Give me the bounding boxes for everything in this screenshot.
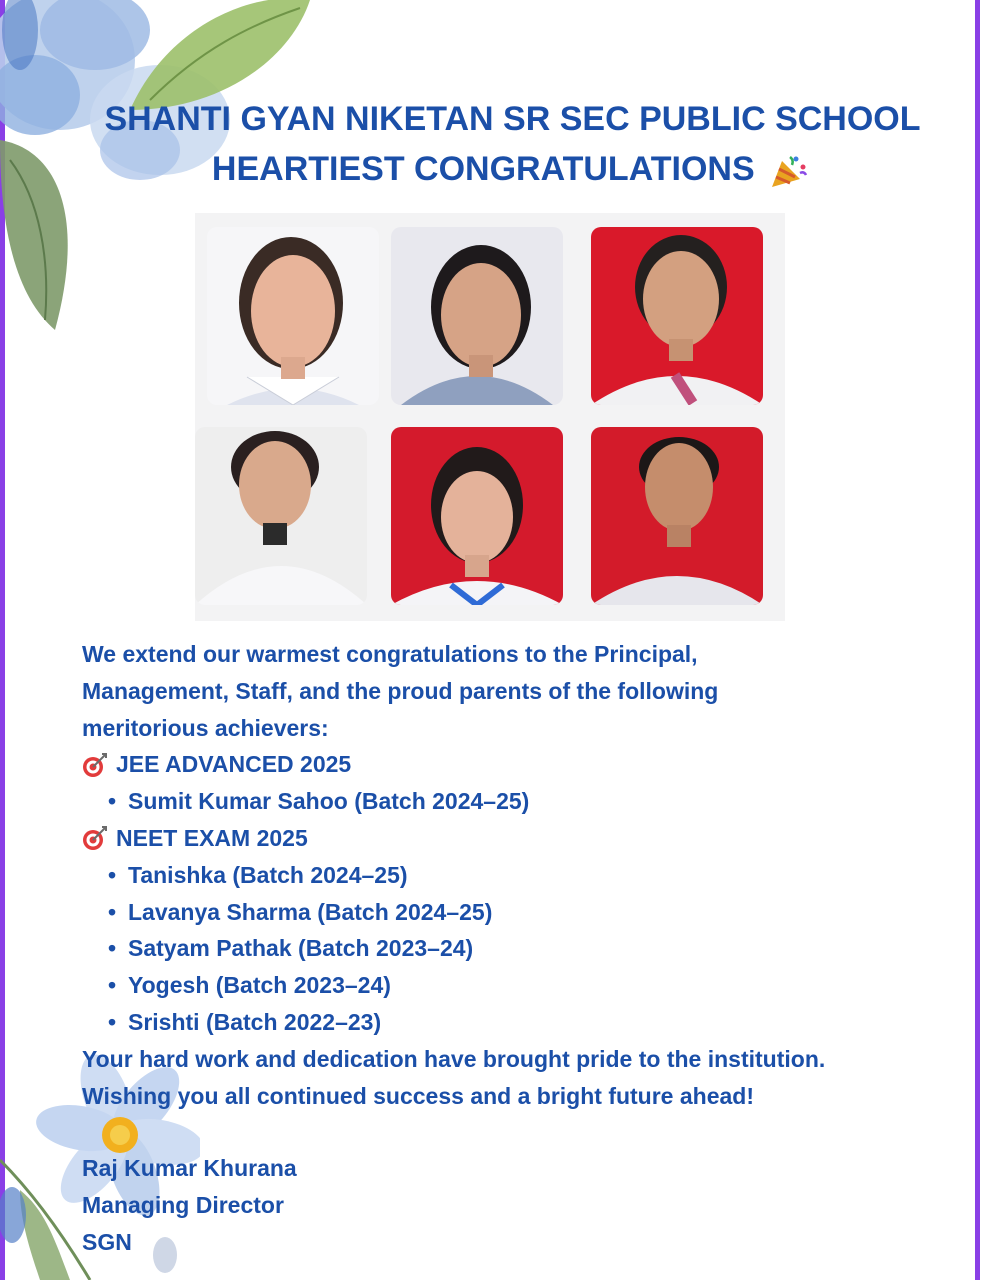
intro-line: We extend our warmest congratulations to the Principal, [82,641,698,667]
closing-line: Wishing you all continued success and a bright future ahead! [82,1082,754,1109]
signatory-name: Raj Kumar Khurana [82,1155,297,1182]
signatory-org: SGN [82,1228,132,1255]
achiever-item: • Sumit Kumar Sahoo (Batch 2024–25) [82,783,962,820]
section-title: JEE ADVANCED 2025 [116,751,352,778]
signature-block [82,1150,962,1260]
target-icon [82,825,108,851]
achiever-item: • Srishti (Batch 2022–23) [82,1004,962,1041]
section-jee-heading [82,746,962,783]
achiever-item: • Tanishka (Batch 2024–25) [82,857,962,894]
intro-line: Management, Staff, and the proud parents of the following [82,677,719,704]
achiever-item: • Yogesh (Batch 2023–24) [82,967,962,1004]
target-icon [82,752,108,778]
school-name-heading: SHANTI GYAN NIKETAN SR SEC PUBLIC SCHOOL [104,100,921,138]
student-photo-6 [591,427,763,605]
student-photo-5 [391,427,563,605]
student-photo-2 [391,227,563,405]
congratulations-text: HEARTIEST CONGRATULATIONS [211,150,755,188]
signatory-designation: Managing Director [82,1192,284,1219]
closing-line: Your hard work and dedication have brought pride to the institution. [82,1045,826,1072]
student-photo-3 [591,227,763,405]
congratulations-heading [0,150,990,189]
intro-line: meritorious achievers: [82,714,329,741]
achiever-item: • Lavanya Sharma (Batch 2024–25) [82,894,962,931]
student-photo-4 [195,427,367,605]
congratulations-message [82,636,962,1261]
right-frame-border [975,0,980,1280]
achiever-item: • Satyam Pathak (Batch 2023–24) [82,930,962,967]
student-photo-grid [195,213,785,621]
section-title: NEET EXAM 2025 [116,824,308,851]
student-photo-1 [207,227,379,405]
section-neet-heading [82,820,962,857]
party-popper-icon [770,153,808,189]
